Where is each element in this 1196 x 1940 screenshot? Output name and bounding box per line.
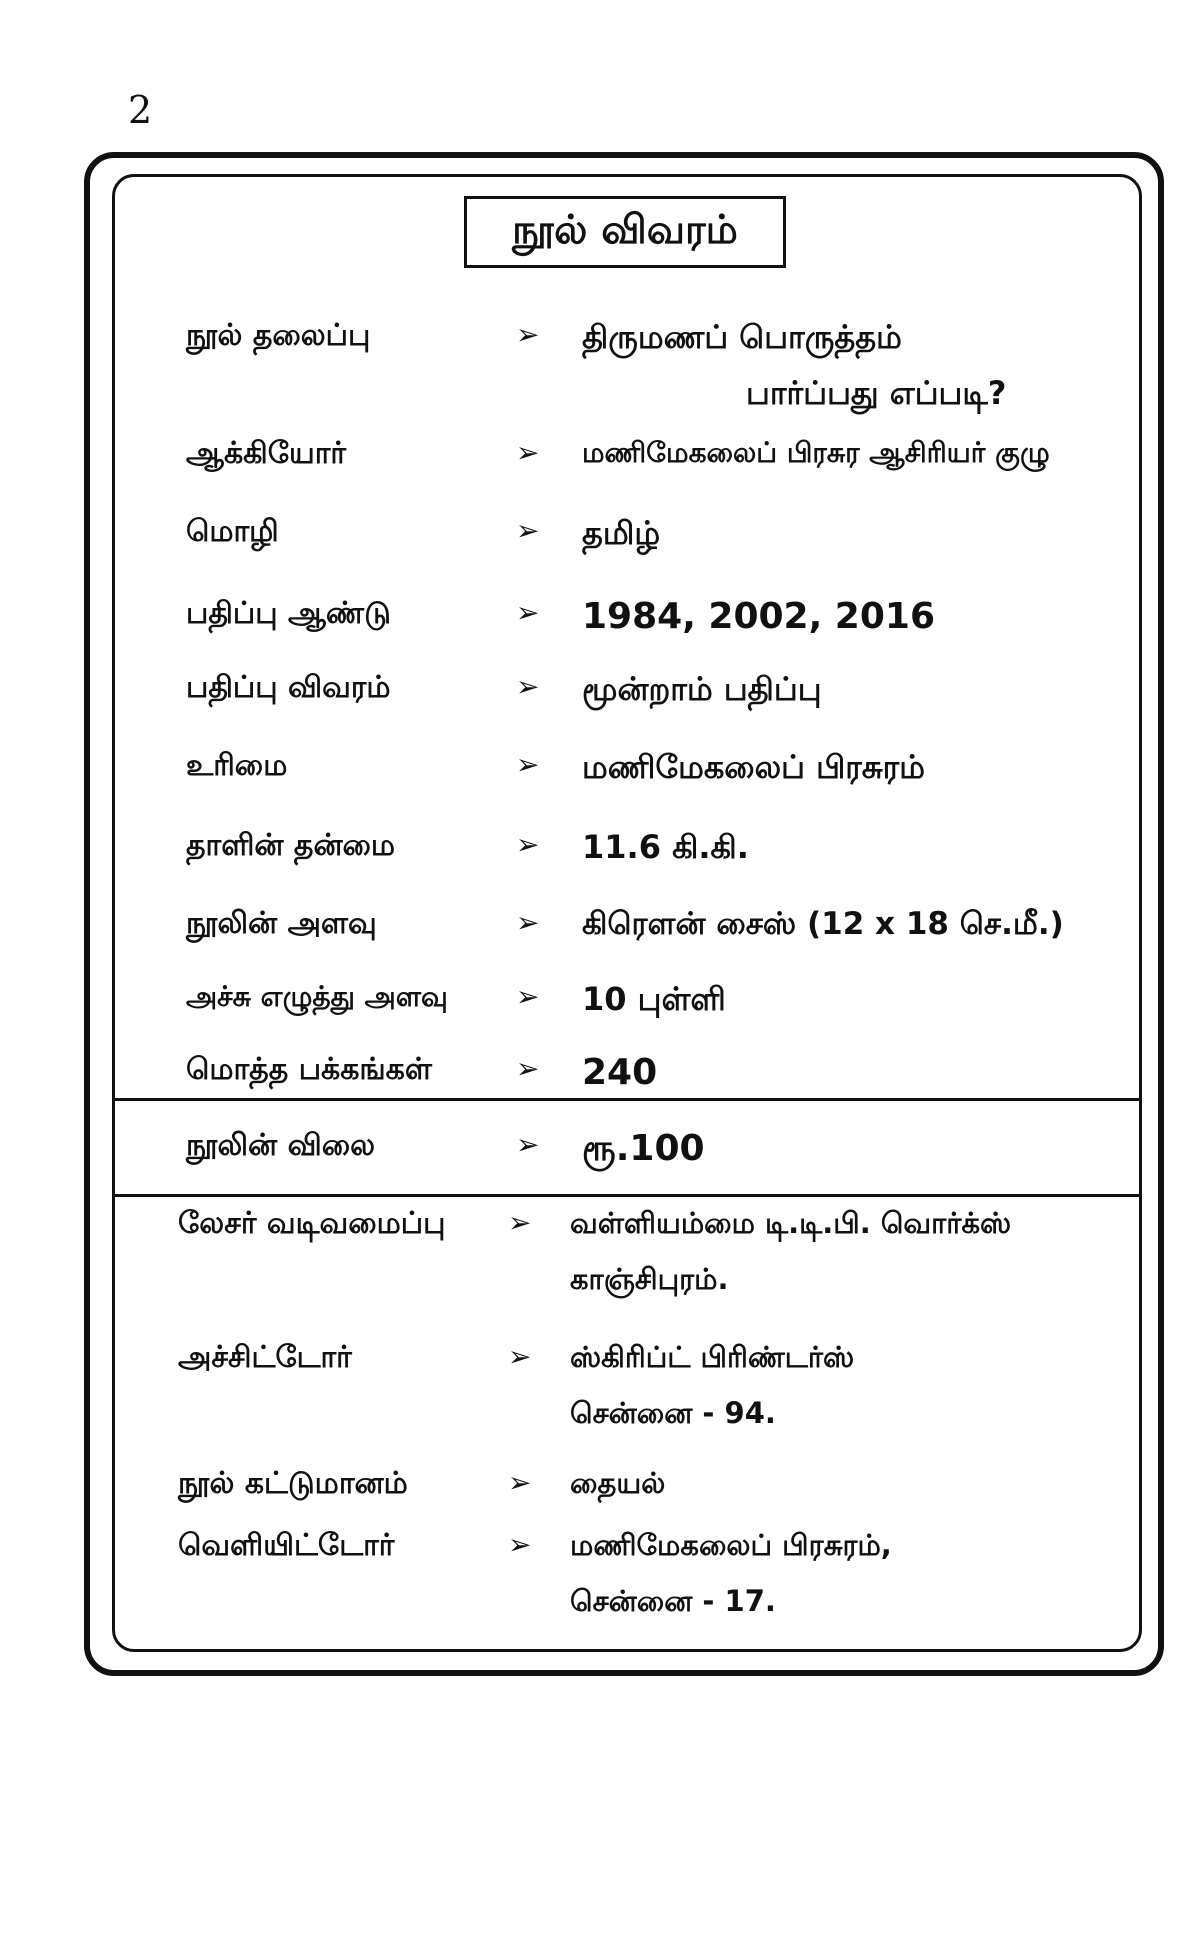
row-value: திருமணப் பொருத்தம் — [582, 318, 902, 356]
detail-row-edition-years — [186, 596, 1116, 656]
arrow-icon: ➢ — [516, 514, 540, 547]
row-value-line2: காஞ்சிபுரம். — [570, 1262, 729, 1296]
arrow-icon: ➢ — [516, 828, 540, 861]
arrow-icon: ➢ — [516, 906, 540, 939]
row-label: உரிமை — [186, 748, 288, 783]
row-label: ஆக்கியோர் — [186, 436, 347, 471]
detail-row-binding — [178, 1466, 1116, 1526]
detail-row-printer — [178, 1340, 1116, 1430]
detail-row-total-pages — [186, 1052, 1116, 1112]
detail-row-authors — [186, 436, 1116, 496]
row-value-line2: சென்னை - 17. — [570, 1584, 776, 1618]
detail-row-publisher — [178, 1528, 1116, 1618]
arrow-icon: ➢ — [516, 748, 540, 781]
row-value: ஸ்கிரிப்ட் பிரிண்டர்ஸ் — [570, 1340, 855, 1374]
detail-row-rights — [186, 748, 1116, 808]
row-value: கிரௌன் சைஸ் (12 x 18 செ.மீ.) — [582, 906, 1064, 942]
row-value: மூன்றாம் பதிப்பு — [582, 670, 822, 708]
arrow-icon: ➢ — [516, 1128, 540, 1161]
row-value-line2: பார்ப்பது எப்படி? — [746, 374, 1007, 412]
detail-row-price — [186, 1128, 1116, 1188]
detail-row-language — [186, 514, 1116, 574]
row-value: 1984, 2002, 2016 — [582, 596, 936, 637]
arrow-icon: ➢ — [508, 1206, 532, 1239]
row-label: லேசர் வடிவமைப்பு — [178, 1206, 446, 1241]
row-label: பதிப்பு விவரம் — [186, 670, 391, 705]
row-label: அச்சு எழுத்து அளவு — [186, 980, 448, 1013]
row-value: தமிழ் — [582, 514, 661, 552]
row-value: ரூ.100 — [582, 1128, 705, 1169]
row-label: வெளியிட்டோர் — [178, 1528, 395, 1563]
row-label: பதிப்பு ஆண்டு — [186, 596, 391, 631]
arrow-icon: ➢ — [508, 1528, 532, 1561]
row-value: தையல் — [570, 1466, 666, 1500]
arrow-icon: ➢ — [516, 596, 540, 629]
arrow-icon: ➢ — [516, 1052, 540, 1085]
arrow-icon: ➢ — [516, 670, 540, 703]
arrow-icon: ➢ — [516, 980, 540, 1013]
detail-row-layout-design — [178, 1206, 1116, 1296]
divider-top — [115, 1098, 1139, 1101]
row-label: அச்சிட்டோர் — [178, 1340, 352, 1375]
page-number: 2 — [128, 88, 153, 132]
row-value-line2: சென்னை - 94. — [570, 1396, 776, 1430]
detail-row-paper-type — [186, 828, 1116, 888]
row-value: மணிமேகலைப் பிரசுர ஆசிரியர் குழு — [582, 436, 1050, 469]
row-label: நூலின் விலை — [186, 1128, 376, 1163]
row-label: நூல் தலைப்பு — [186, 318, 371, 353]
arrow-icon: ➢ — [516, 436, 540, 469]
row-label: நூலின் அளவு — [186, 906, 377, 941]
detail-row-book-size — [186, 906, 1116, 966]
section-title: நூல் விவரம் — [464, 196, 786, 268]
row-value: 240 — [582, 1052, 658, 1093]
row-value: வள்ளியம்மை டி.டி.பி. வொர்க்ஸ் — [570, 1206, 1012, 1240]
arrow-icon: ➢ — [508, 1340, 532, 1373]
row-value: மணிமேகலைப் பிரசுரம் — [582, 748, 925, 786]
row-value: மணிமேகலைப் பிரசுரம், — [570, 1528, 892, 1562]
row-label: நூல் கட்டுமானம் — [178, 1466, 408, 1501]
row-value: 11.6 கி.கி. — [582, 828, 749, 866]
row-label: மொத்த பக்கங்கள் — [186, 1052, 432, 1087]
arrow-icon: ➢ — [508, 1466, 532, 1499]
detail-row-edition-details — [186, 670, 1116, 730]
row-label: மொழி — [186, 514, 279, 549]
divider-bottom — [115, 1194, 1139, 1197]
row-value: 10 புள்ளி — [582, 980, 726, 1018]
detail-row-book-title — [186, 318, 1116, 412]
detail-row-font-size — [186, 980, 1116, 1040]
row-label: தாளின் தன்மை — [186, 828, 396, 863]
arrow-icon: ➢ — [516, 318, 540, 351]
